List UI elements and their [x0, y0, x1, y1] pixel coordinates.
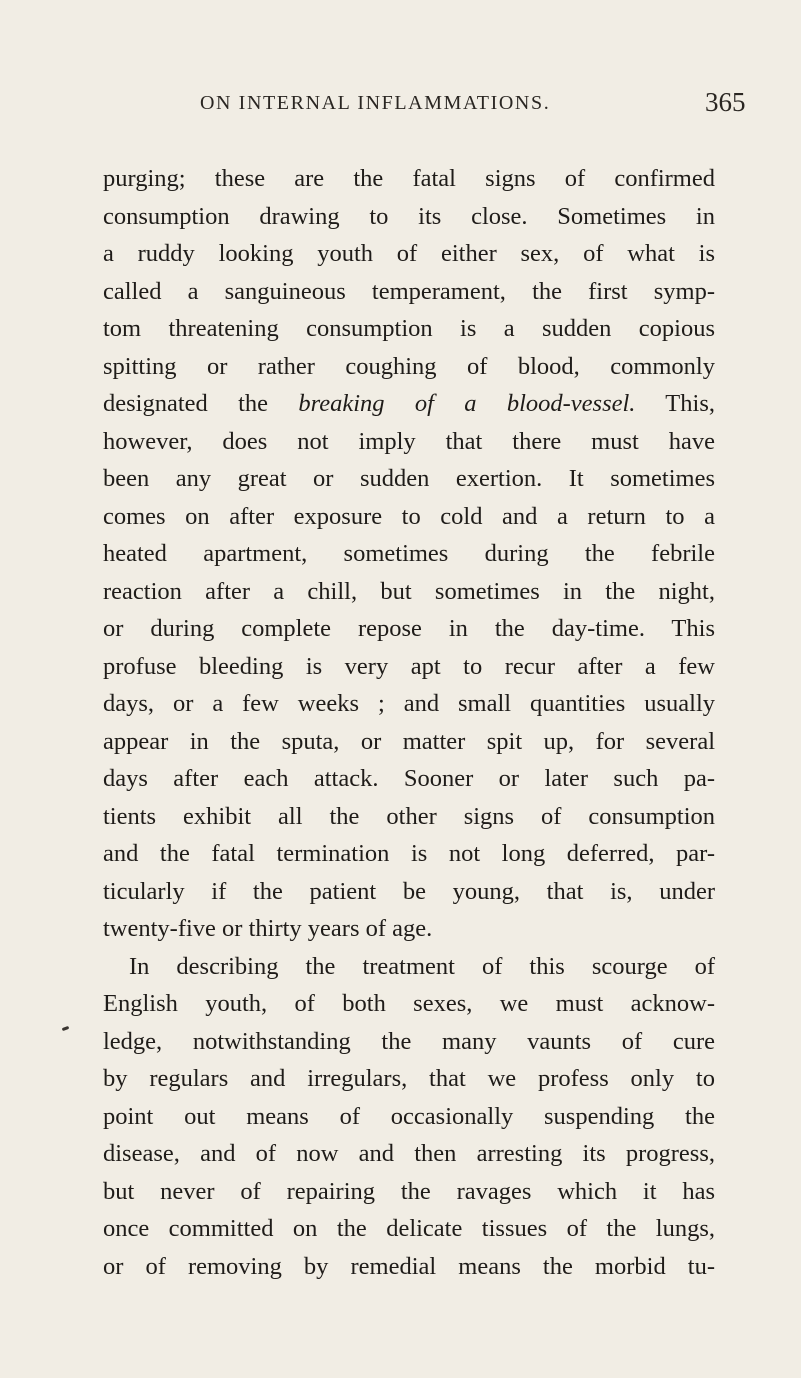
text-line: appear in the sputa, or matter spit up, for several: [103, 727, 715, 755]
text-line: or during complete repose in the day-time. This: [103, 615, 715, 642]
text-line: ticularly if the patient be young, that is, under: [103, 877, 715, 905]
text-line: point out means of occasionally suspending the: [103, 1102, 715, 1130]
text-line: days after each attack. Sooner or later such pa-: [103, 765, 715, 792]
text-line: and the fatal termination is not long deferred, par-: [103, 840, 715, 867]
paragraph-first-line: In describing the treatment of this scourge of: [129, 952, 715, 980]
text-line: once committed on the delicate tissues of the lungs,: [103, 1215, 715, 1242]
text-line: reaction after a chill, but sometimes in the night,: [103, 577, 715, 605]
text-line: heated apartment, sometimes during the febrile: [103, 540, 715, 567]
page-number: 365: [705, 87, 746, 117]
ink-speck: [62, 1026, 70, 1031]
text-line: however, does not imply that there must have: [103, 427, 715, 455]
text-line: English youth, of both sexes, we must acknow-: [103, 990, 715, 1017]
text-line: purging; these are the fatal signs of confirmed: [103, 165, 715, 192]
text-line: tients exhibit all the other signs of consumption: [103, 802, 715, 830]
text-segment: designated the: [103, 390, 299, 417]
text-line: days, or a few weeks ; and small quantities usually: [103, 690, 715, 717]
text-line: tom threatening consumption is a sudden copious: [103, 315, 715, 342]
text-line-with-italic: [103, 385, 715, 423]
text-line: consumption drawing to its close. Sometimes in: [103, 202, 715, 230]
text-line: a ruddy looking youth of either sex, of what is: [103, 240, 715, 267]
text-line: ledge, notwithstanding the many vaunts of cure: [103, 1027, 715, 1055]
text-line: twenty-five or thirty years of age.: [103, 915, 433, 942]
text-line: comes on after exposure to cold and a return to a: [103, 502, 715, 530]
text-line: spitting or rather coughing of blood, commonly: [103, 352, 715, 380]
italic-phrase: breaking of a blood-vessel.: [298, 390, 636, 417]
text-line: profuse bleeding is very apt to recur after a few: [103, 652, 715, 680]
running-title: ON INTERNAL INFLAMMATIONS.: [200, 92, 551, 114]
text-line: by regulars and irregulars, that we profess only to: [103, 1065, 715, 1092]
text-line: disease, and of now and then arresting its progress,: [103, 1140, 715, 1167]
text-segment: This,: [635, 390, 715, 417]
text-line: called a sanguineous temperament, the first symp-: [103, 277, 715, 305]
body-text: [103, 160, 715, 1285]
text-line: but never of repairing the ravages which it has: [103, 1177, 715, 1205]
text-line: been any great or sudden exertion. It sometimes: [103, 465, 715, 492]
text-line: or of removing by remedial means the morbid tu-: [103, 1252, 715, 1280]
